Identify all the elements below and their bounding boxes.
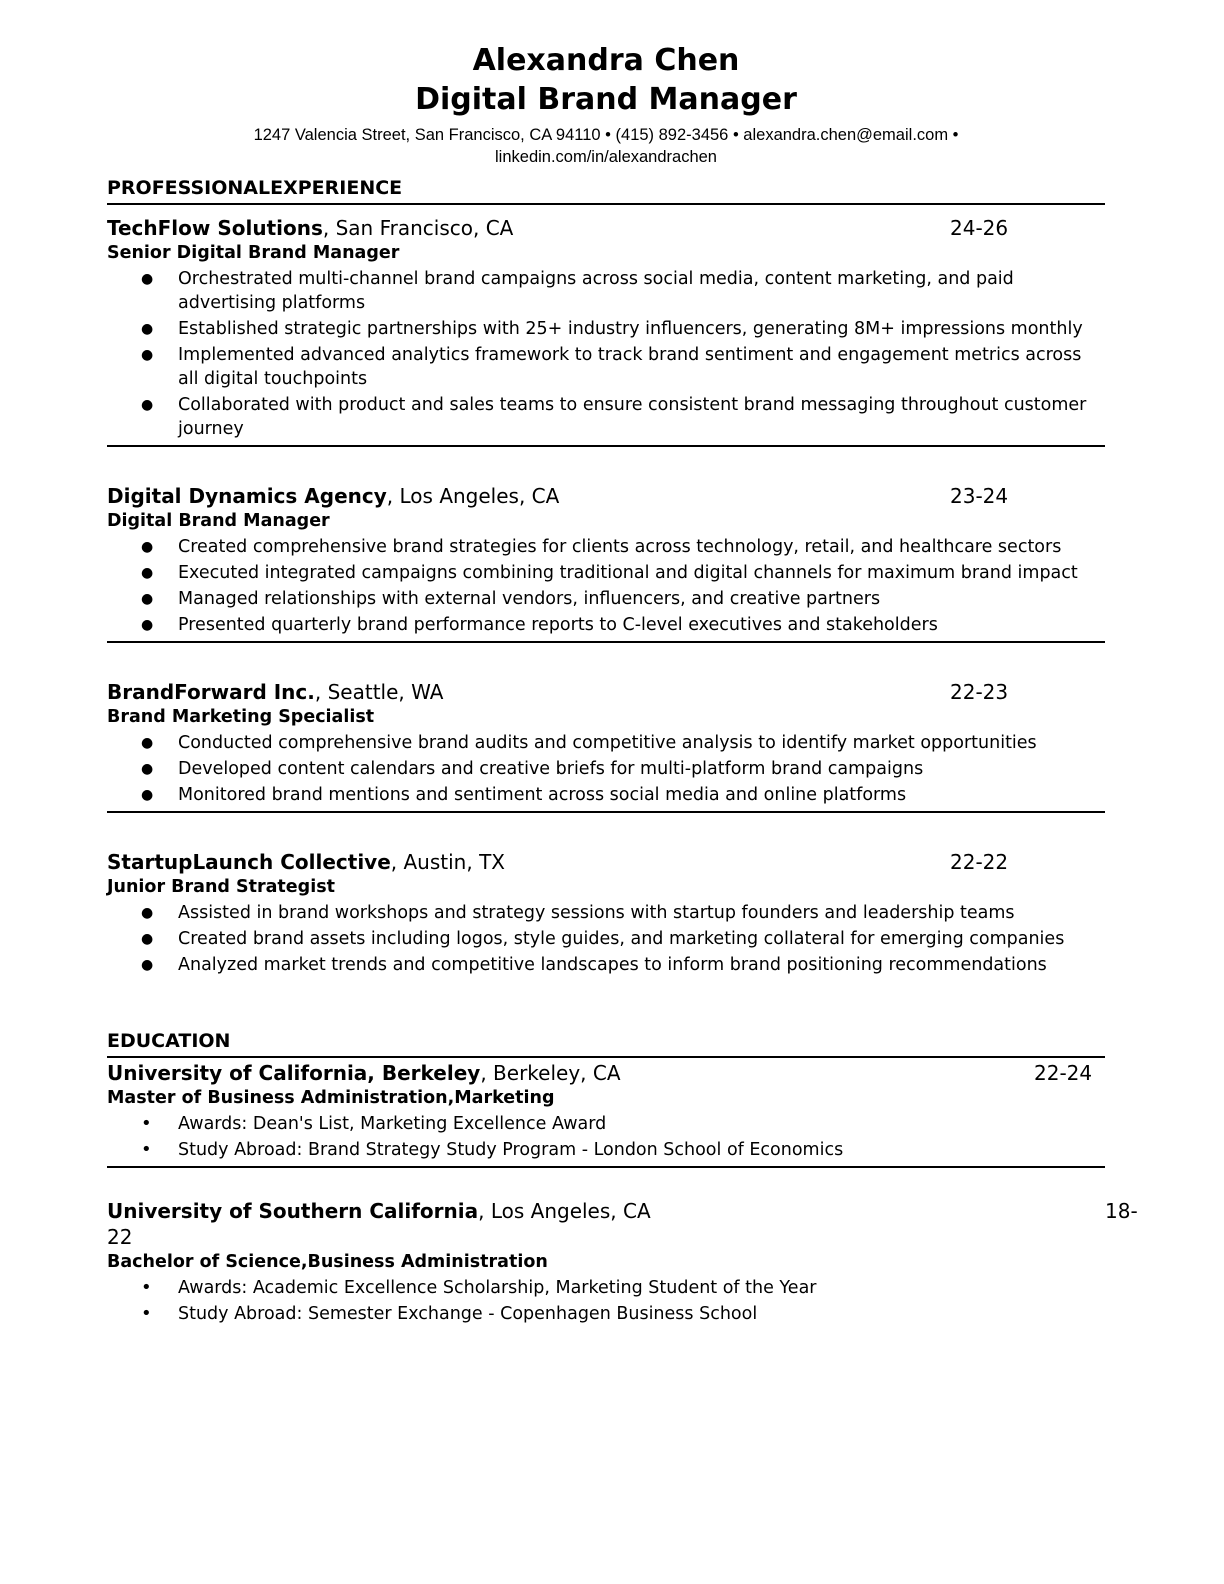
degree: Master of Business Administration,Marketing xyxy=(107,1088,555,1108)
company-name: TechFlow Solutions xyxy=(107,216,323,240)
job-role: Junior Brand Strategist xyxy=(107,877,335,897)
job-bullets xyxy=(107,267,1105,441)
school-dates-start: 18- xyxy=(1105,1199,1138,1223)
contact-info xyxy=(107,124,1105,168)
bullet-item: ● Orchestrated multi-channel brand campaigns across social media, content marketing, and paid advertising platforms xyxy=(107,267,1105,315)
bullet-item: • Awards: Dean's List, Marketing Excellence Award xyxy=(107,1112,1105,1136)
job-location: , Seattle, WA xyxy=(314,680,444,704)
job-bullets xyxy=(107,535,1105,637)
job-entry xyxy=(107,849,1105,977)
school-location: , Los Angeles, CA xyxy=(478,1199,651,1223)
school-name: University of Southern California xyxy=(107,1199,479,1223)
education-bullets xyxy=(107,1276,1105,1326)
divider xyxy=(107,1166,1105,1168)
bullet-item: ● Established strategic partnerships with 25+ industry influencers, generating 8M+ impressions monthly xyxy=(107,317,1105,341)
bullet-item: ● Created comprehensive brand strategies for clients across technology, retail, and healthcare sectors xyxy=(107,535,1105,559)
job-entry xyxy=(107,679,1105,813)
resume-page xyxy=(107,40,1138,1326)
job-role: Senior Digital Brand Manager xyxy=(107,243,400,263)
experience-heading: PROFESSIONALEXPERIENCE xyxy=(107,176,1105,205)
job-bullets xyxy=(107,731,1105,807)
bullet-item: ● Implemented advanced analytics framework to track brand sentiment and engagement metrics across all digital touchpoints xyxy=(107,343,1105,391)
job-header xyxy=(107,483,1105,509)
company-name: BrandForward Inc. xyxy=(107,680,315,704)
job-location: , Austin, TX xyxy=(390,850,505,874)
bullet-item: ● Analyzed market trends and competitive landscapes to inform brand positioning recommendations xyxy=(107,953,1105,977)
job-entry xyxy=(107,483,1105,643)
job-entry xyxy=(107,215,1105,447)
divider xyxy=(107,641,1105,643)
contact-line-1: 1247 Valencia Street, San Francisco, CA 94110 • (415) 892-3456 • alexandra.chen@email.com • xyxy=(253,126,959,144)
school-dates-end: 22 xyxy=(107,1225,133,1249)
divider xyxy=(107,445,1105,447)
bullet-item: ● Presented quarterly brand performance reports to C-level executives and stakeholders xyxy=(107,613,1105,637)
job-location: , Los Angeles, CA xyxy=(386,484,560,508)
job-dates: 24-26 xyxy=(950,216,1009,240)
education-entry xyxy=(107,1198,1138,1326)
job-role: Brand Marketing Specialist xyxy=(107,707,375,727)
divider xyxy=(107,811,1105,813)
school-header xyxy=(107,1198,1138,1250)
bullet-item: ● Assisted in brand workshops and strategy sessions with startup founders and leadership teams xyxy=(107,901,1105,925)
job-header xyxy=(107,215,1105,241)
job-role: Digital Brand Manager xyxy=(107,511,330,531)
school-location: , Berkeley, CA xyxy=(480,1061,621,1085)
contact-line-2: linkedin.com/in/alexandrachen xyxy=(495,148,717,166)
company-name: StartupLaunch Collective xyxy=(107,850,391,874)
education-heading: EDUCATION xyxy=(107,1029,1105,1058)
bullet-item: ● Executed integrated campaigns combining traditional and digital channels for maximum brand impact xyxy=(107,561,1105,585)
school-dates: 22-24 xyxy=(1034,1061,1093,1085)
bullet-item: • Study Abroad: Brand Strategy Study Program - London School of Economics xyxy=(107,1138,1105,1162)
job-header xyxy=(107,849,1105,875)
bullet-item: ● Managed relationships with external vendors, influencers, and creative partners xyxy=(107,587,1105,611)
bullet-item: ● Conducted comprehensive brand audits and competitive analysis to identify market opportunities xyxy=(107,731,1105,755)
bullet-item: ● Monitored brand mentions and sentiment across social media and online platforms xyxy=(107,783,1105,807)
job-bullets xyxy=(107,901,1105,977)
company-name: Digital Dynamics Agency xyxy=(107,484,387,508)
candidate-name: Alexandra Chen xyxy=(472,43,740,78)
education-bullets xyxy=(107,1112,1105,1162)
job-header xyxy=(107,679,1105,705)
job-location: , San Francisco, CA xyxy=(322,216,514,240)
degree: Bachelor of Science,Business Administration xyxy=(107,1252,548,1272)
school-name: University of California, Berkeley xyxy=(107,1061,481,1085)
bullet-item: ● Developed content calendars and creative briefs for multi-platform brand campaigns xyxy=(107,757,1105,781)
education-entry xyxy=(107,1060,1105,1168)
bullet-item: ● Created brand assets including logos, style guides, and marketing collateral for emerging companies xyxy=(107,927,1105,951)
job-dates: 23-24 xyxy=(950,484,1009,508)
bullet-item: • Study Abroad: Semester Exchange - Copenhagen Business School xyxy=(107,1302,1105,1326)
job-dates: 22-22 xyxy=(950,850,1009,874)
candidate-title: Digital Brand Manager xyxy=(415,82,797,117)
bullet-item: • Awards: Academic Excellence Scholarship, Marketing Student of the Year xyxy=(107,1276,1105,1300)
bullet-item: ● Collaborated with product and sales teams to ensure consistent brand messaging throughout customer journey xyxy=(107,393,1105,441)
school-header xyxy=(107,1060,1105,1086)
job-dates: 22-23 xyxy=(950,680,1009,704)
